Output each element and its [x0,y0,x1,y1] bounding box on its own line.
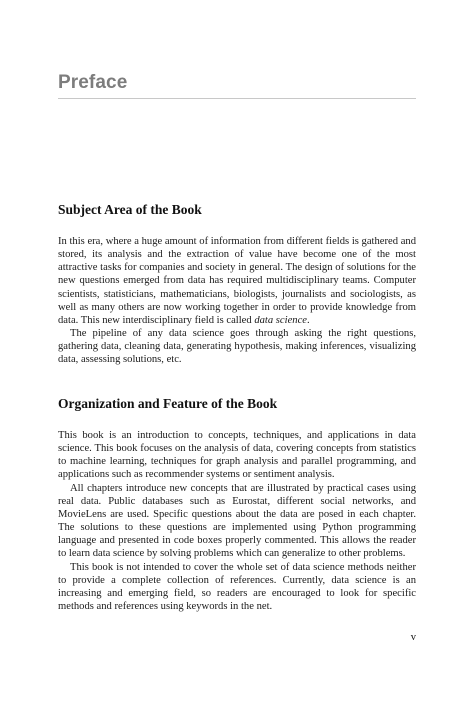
paragraph [58,561,416,614]
paragraph [58,235,416,327]
chapter-title: Preface [58,72,128,93]
paragraph [58,327,416,366]
emphasized-term: data science [254,314,307,326]
paragraph-text: All chapters introduce new concepts that are illustrated by practical cases using real data. Public databases such as Eurostat, different social networks, and MovieLens are used. Specific questions about the data are posed in each chapter. The solutions to these questions are implemented using Python programming language and presented in code boxes properly commented. This allows the reader to learn data science by solving problems which can generalize to other problems. [58,482,416,560]
page-number: v [410,632,416,643]
paragraph-text-end: . [306,314,310,326]
paragraph-text: This book is an introduction to concepts, techniques, and applications in data science. This book focuses on the analysis of data, covering concepts from statistics to machine learning, techniques for graph analysis and parallel programming, and applications such as recommender systems or sentiment analysis. [58,430,416,481]
paragraph-text: This book is not intended to cover the whole set of data science methods neither to provide a complete collection of references. Currently, data science is an increasing and emerging field, so readers are encouraged to look for specific methods and references using keywords in the net. [58,561,416,613]
section-body-organization [58,429,416,613]
paragraph-text: In this era, where a huge amount of information from different fields is gathered and stored, its analysis and the extraction of value have become one of the most attractive tasks for companies and society in general. The design of solutions for the new questions emerged from data has required multidisciplinary teams. Computer scientists, statisticians, mathematicians, biologists, journalists and sociologists, as well as many others are now working together in order to provide knowledge from data. This new interdisciplinary field is called [58,236,416,326]
section-heading-subject-area: Subject Area of the Book [58,202,202,217]
paragraph-text: The pipeline of any data science goes through asking the right questions, gathering data, cleaning data, generating hypothesis, making inferences, visualizing data, assessing solutions, etc. [58,328,416,366]
paragraph [58,429,416,482]
paragraph [58,482,416,561]
section-heading-organization: Organization and Feature of the Book [58,396,278,411]
section-body-subject-area [58,235,416,367]
title-rule [58,98,416,99]
